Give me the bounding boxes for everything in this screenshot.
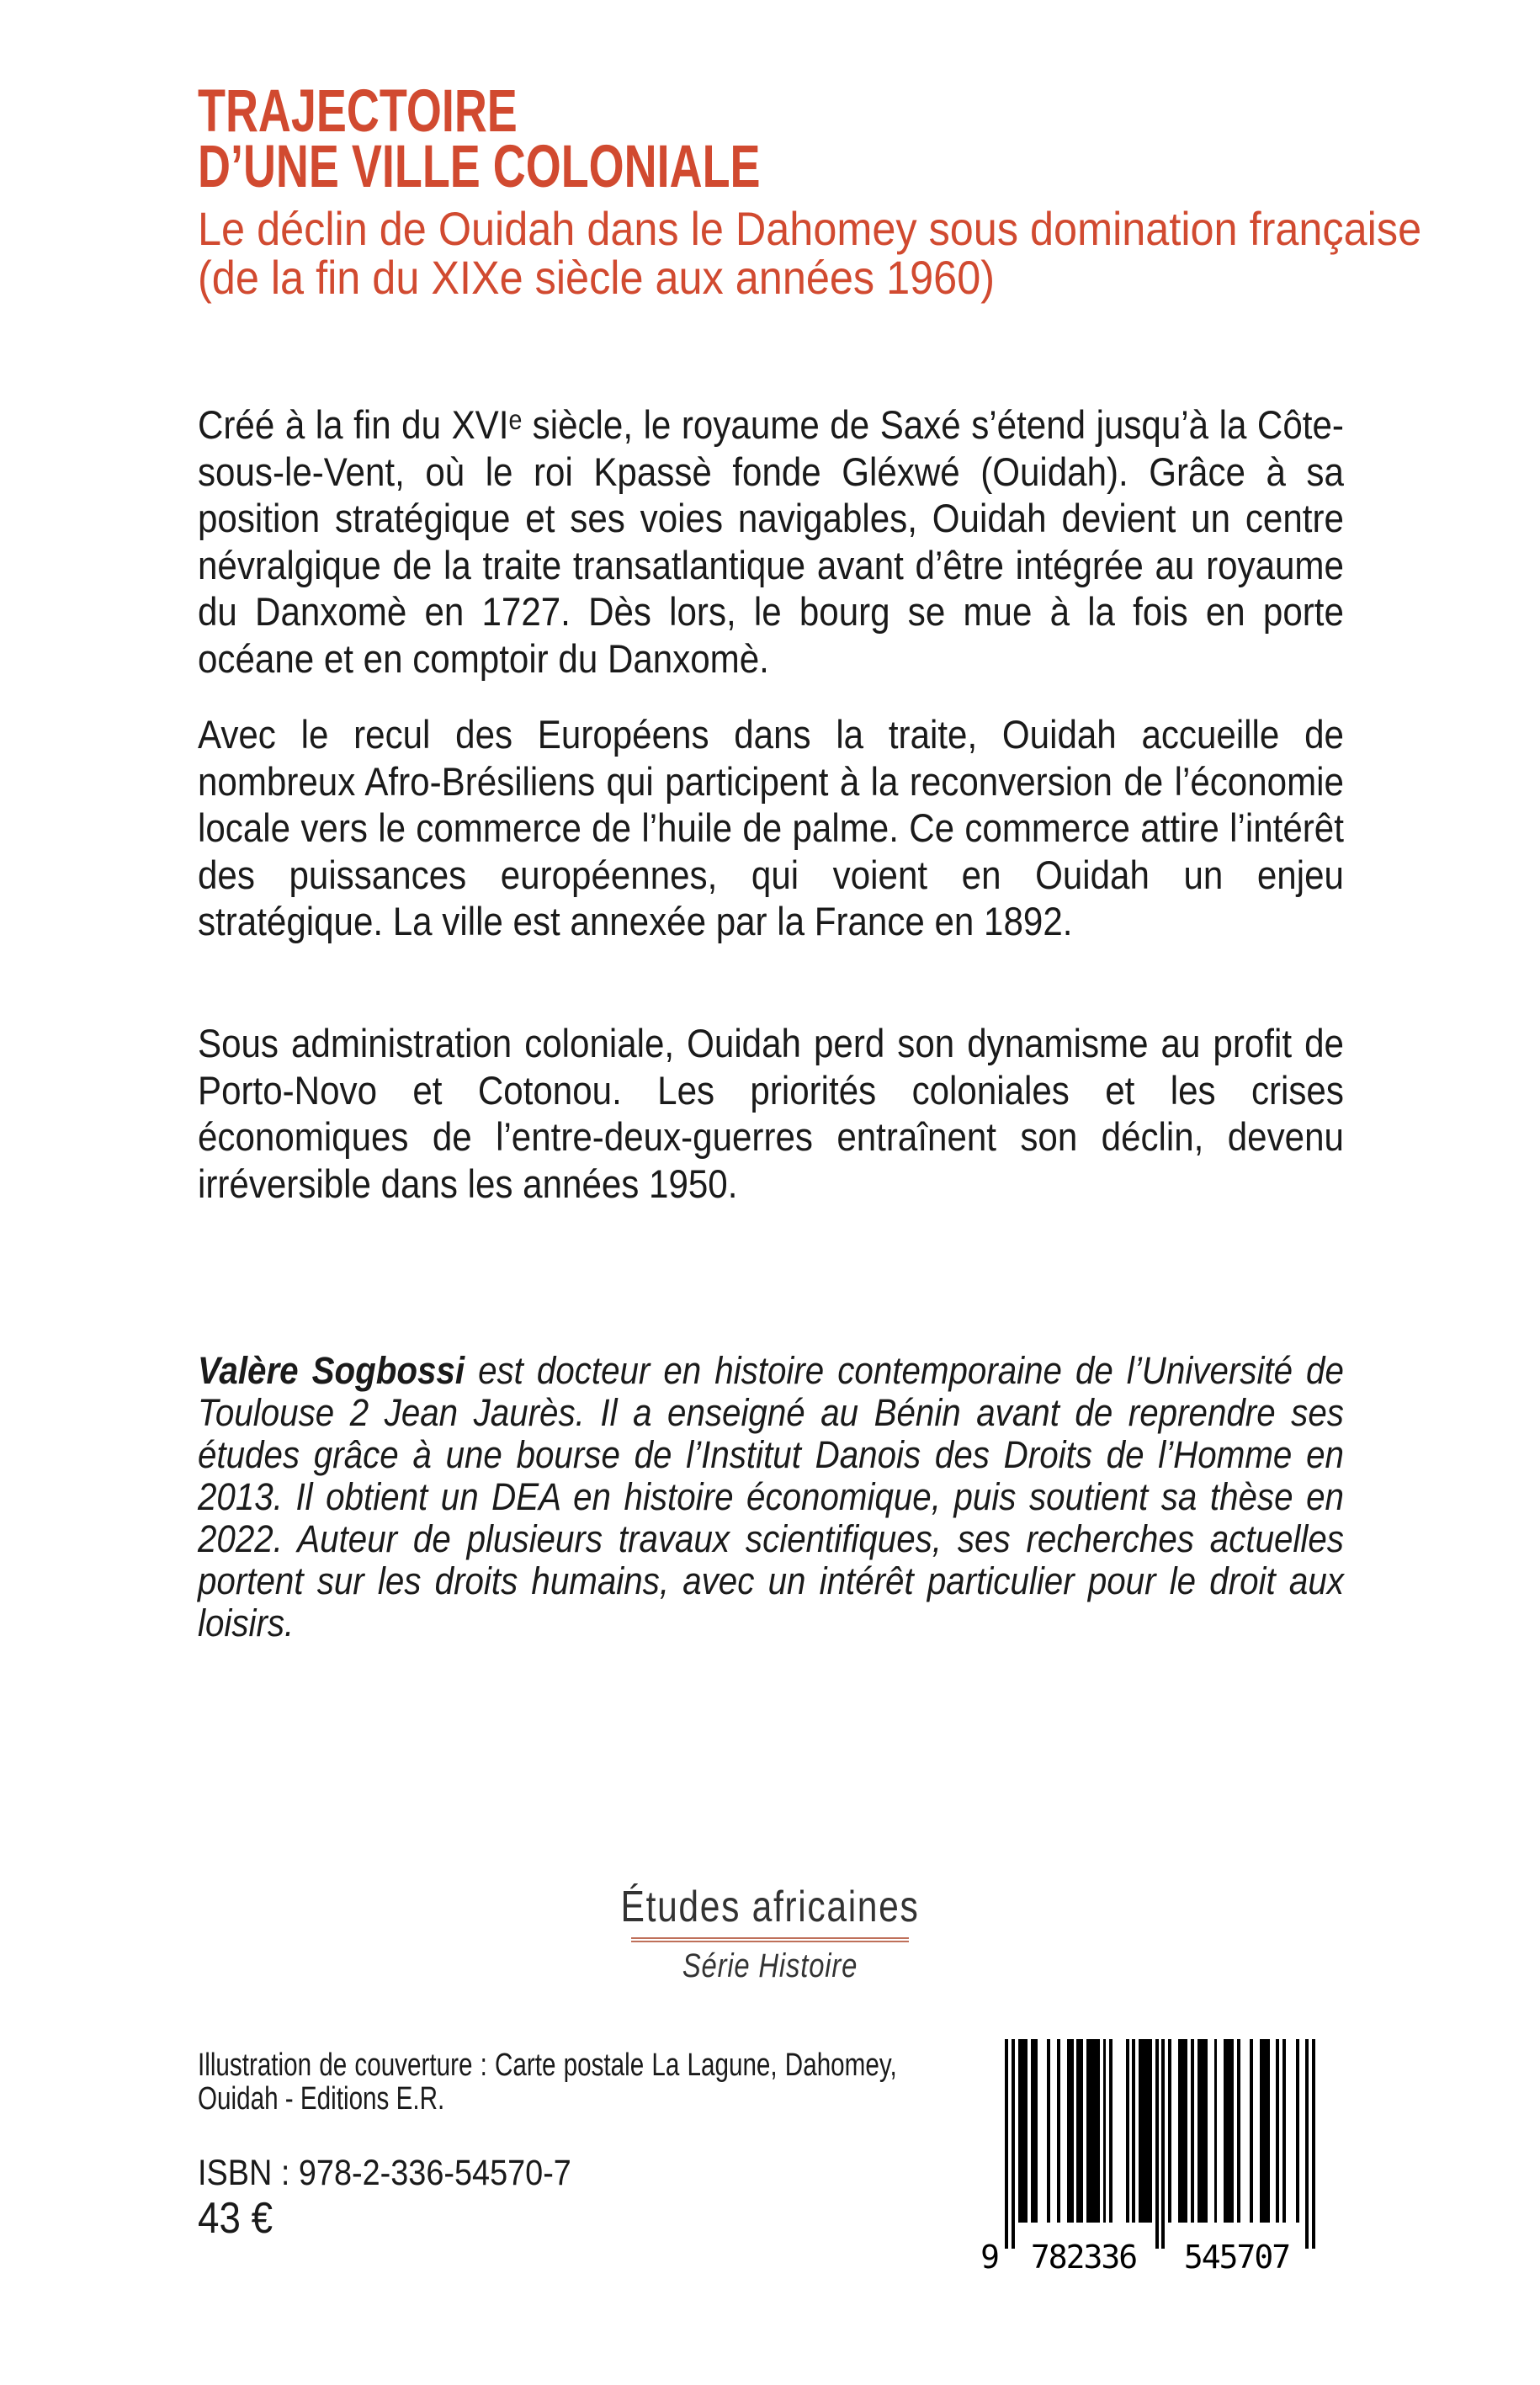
barcode-digit-first: 9 — [980, 2239, 998, 2276]
barcode-bar — [1224, 2039, 1234, 2223]
barcode-bar — [1132, 2039, 1135, 2223]
barcode-bar — [1109, 2039, 1113, 2223]
barcode-digits-left: 782336 — [1030, 2239, 1137, 2276]
barcode-bar — [1178, 2039, 1188, 2223]
price-label: 43 € — [198, 2194, 273, 2243]
collection-rule — [631, 1937, 909, 1942]
author-bio — [198, 1350, 1344, 1644]
barcode-digits-right: 545707 — [1183, 2239, 1290, 2276]
subtitle-line-2: (de la fin du XIXe siècle aux années 1960) — [198, 251, 996, 304]
barcode-bar — [1168, 2039, 1171, 2223]
barcode-bar — [1214, 2039, 1218, 2223]
barcode-bar — [1155, 2039, 1159, 2249]
book-subtitle — [198, 202, 1422, 304]
barcode-bar — [1057, 2039, 1060, 2223]
synopsis-paragraph-3: Sous administration coloniale, Ouidah perd son dynamisme au profit de Porto-Novo et Cotonou. Les priorités coloniales et les crises économiques de l’entre-deux-guerres entraînent son déclin, devenu irréversible dans les années 1950. — [198, 1021, 1344, 1206]
barcode-bar — [1296, 2039, 1299, 2223]
barcode-bar — [1018, 2039, 1028, 2223]
barcode-bar — [1312, 2039, 1315, 2249]
author-bio-text: est docteur en histoire contemporaine de l’Université de Toulouse 2 Jean Jaurès. Il a enseigné au Bénin avant de reprendre ses études grâce à une bourse de l’Institut Danois des Droits de l’Homme en 2013. Il obtient un DEA en histoire économique, puis soutient sa thèse en 2022. Auteur de plusieurs travaux scientifiques, ses recherches actuelles portent sur les droits humains, avec un intérêt particulier pour le droit aux loisirs. — [198, 1349, 1344, 1644]
author-name: Valère Sogbossi — [198, 1349, 465, 1392]
barcode-bar — [1305, 2039, 1309, 2249]
barcode-bar — [1005, 2039, 1008, 2249]
collection-series: Série Histoire — [682, 1947, 858, 1984]
barcode-bar — [1139, 2039, 1152, 2223]
isbn-label: ISBN : 978-2-336-54570-7 — [198, 2153, 571, 2193]
barcode-bar — [1076, 2039, 1083, 2223]
barcode-bar — [1103, 2039, 1107, 2223]
title-line-2: D’UNE VILLE COLONIALE — [198, 134, 761, 200]
barcode — [951, 2039, 1372, 2283]
barcode-bar — [1250, 2039, 1253, 2223]
barcode-bar — [1126, 2039, 1129, 2223]
barcode-bar — [1260, 2039, 1270, 2223]
barcode-bar — [1282, 2039, 1286, 2223]
barcode-bar — [1012, 2039, 1015, 2249]
barcode-bar — [1047, 2039, 1050, 2223]
book-title — [198, 78, 761, 200]
collection-name: Études africaines — [620, 1883, 920, 1931]
barcode-bar — [1161, 2039, 1165, 2249]
barcode-bar — [1031, 2039, 1038, 2223]
title-line-1: TRAJECTOIRE — [198, 78, 518, 145]
barcode-bar — [1067, 2039, 1074, 2223]
collection-block — [0, 1883, 1540, 1984]
synopsis-paragraph-1: Créé à la fin du XVIᵉ siècle, le royaume de Saxé s’étend jusqu’à la Côte-sous-le-Vent, où le roi Kpassè fonde Gléxwé (Ouidah). Grâce à sa position stratégique et ses voies navigables, Ouidah devient un centre névralgique de la traite transatlantique avant d’être intégrée au royaume du Danxomè en 1727. Dès lors, le bourg se mue à la fois en porte océane et en comptoir du Danxomè. — [198, 402, 1344, 681]
barcode-bar — [1191, 2039, 1194, 2223]
cover-illustration-credit: Illustration de couverture : Carte postale La Lagune, Dahomey, Ouidah - Editions E.R. — [198, 2048, 897, 2117]
barcode-bar — [1086, 2039, 1100, 2223]
synopsis-paragraph-2: Avec le recul des Européens dans la traite, Ouidah accueille de nombreux Afro-Brésiliens qui participent à la reconversion de l’économie locale vers le commerce de l’huile de palme. Ce commerce attire l’intérêt des puissances européennes, qui voient en Ouidah un enjeu stratégique. La ville est annexée par la France en 1892. — [198, 712, 1344, 943]
barcode-bar — [1276, 2039, 1279, 2223]
barcode-bar — [1197, 2039, 1208, 2223]
barcode-bar — [1237, 2039, 1240, 2223]
subtitle-line-1: Le déclin de Ouidah dans le Dahomey sous domination française — [198, 202, 1422, 255]
